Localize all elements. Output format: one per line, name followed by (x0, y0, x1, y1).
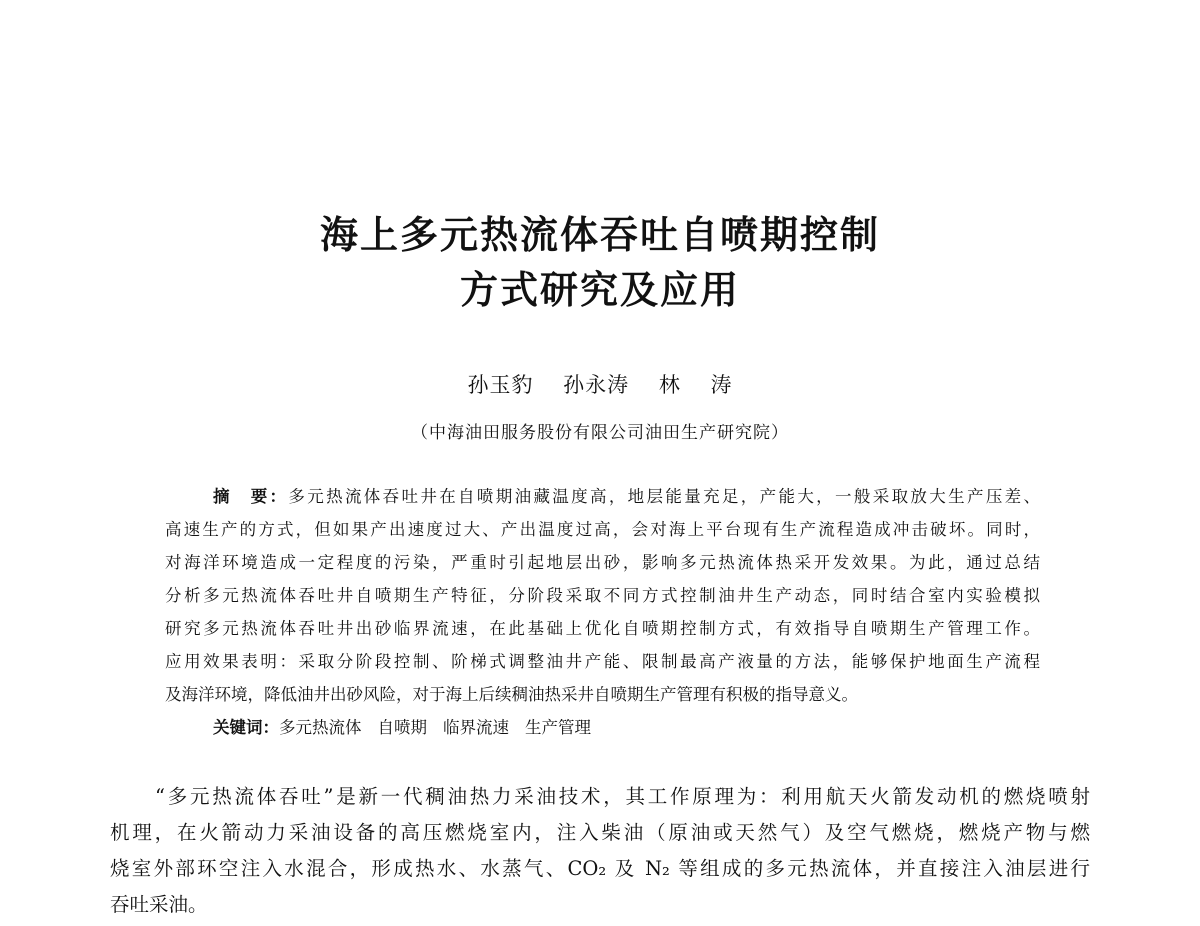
abstract (165, 484, 1040, 748)
paper-title-line-2: 方式研究及应用 (459, 268, 740, 312)
keyword: 多元热流体 (279, 718, 362, 737)
keyword: 生产管理 (525, 718, 591, 737)
paper-title-line-1: 海上多元热流体吞吐自喷期控制 (319, 213, 880, 257)
abstract-text: 多元热流体吞吐井在自喷期油藏温度高，地层能量充足，产能大，一般采取放大生产压差、 (288, 487, 1041, 506)
body-line: 烧室外部环空注入水混合，形成热水、水蒸气、CO₂ 及 N₂ 等组成的多元热流体，并直接注入油层进行 (110, 857, 1090, 880)
keywords (165, 715, 1040, 748)
abstract-line: 分析多元热流体吞吐井自喷期生产特征，分阶段采取不同方式控制油井生产动态，同时结合室内实验模拟 (165, 586, 1040, 605)
abstract-line: 及海洋环境，降低油井出砂风险，对于海上后续稠油热采井自喷期生产管理有积极的指导意义。 (165, 685, 858, 704)
body-line: 吞吐采油。 (110, 893, 208, 916)
abstract-label: 摘 要： (213, 487, 289, 506)
keyword: 临界流速 (443, 718, 509, 737)
abstract-line (165, 484, 1040, 517)
body-line: “多元热流体吞吐”是新一代稠油热力采油技术，其工作原理为：利用航天火箭发动机的燃烧喷射 (155, 785, 1090, 808)
body-paragraph (110, 782, 1090, 926)
authors: 孙玉豹 孙永涛 林 涛 (467, 373, 733, 397)
abstract-line: 研究多元热流体吞吐井出砂临界流速，在此基础上优化自喷期控制方式，有效指导自喷期生产管理工作。 (165, 619, 1040, 638)
abstract-line: 高速生产的方式，但如果产出速度过大、产出温度过高，会对海上平台现有生产流程造成冲击破坏。同时， (165, 520, 1040, 539)
abstract-line: 应用效果表明：采取分阶段控制、阶梯式调整油井产能、限制最高产液量的方法，能够保护地面生产流程 (165, 652, 1040, 671)
abstract-line: 对海洋环境造成一定程度的污染，严重时引起地层出砂，影响多元热流体热采开发效果。为此，通过总结 (165, 553, 1040, 572)
affiliation: （中海油田服务股份有限公司油田生产研究院） (411, 423, 789, 443)
keywords-label: 关键词： (213, 718, 279, 737)
keyword: 自喷期 (377, 718, 427, 737)
body-line: 机理，在火箭动力采油设备的高压燃烧室内，注入柴油（原油或天然气）及空气燃烧，燃烧产物与燃 (110, 821, 1090, 844)
